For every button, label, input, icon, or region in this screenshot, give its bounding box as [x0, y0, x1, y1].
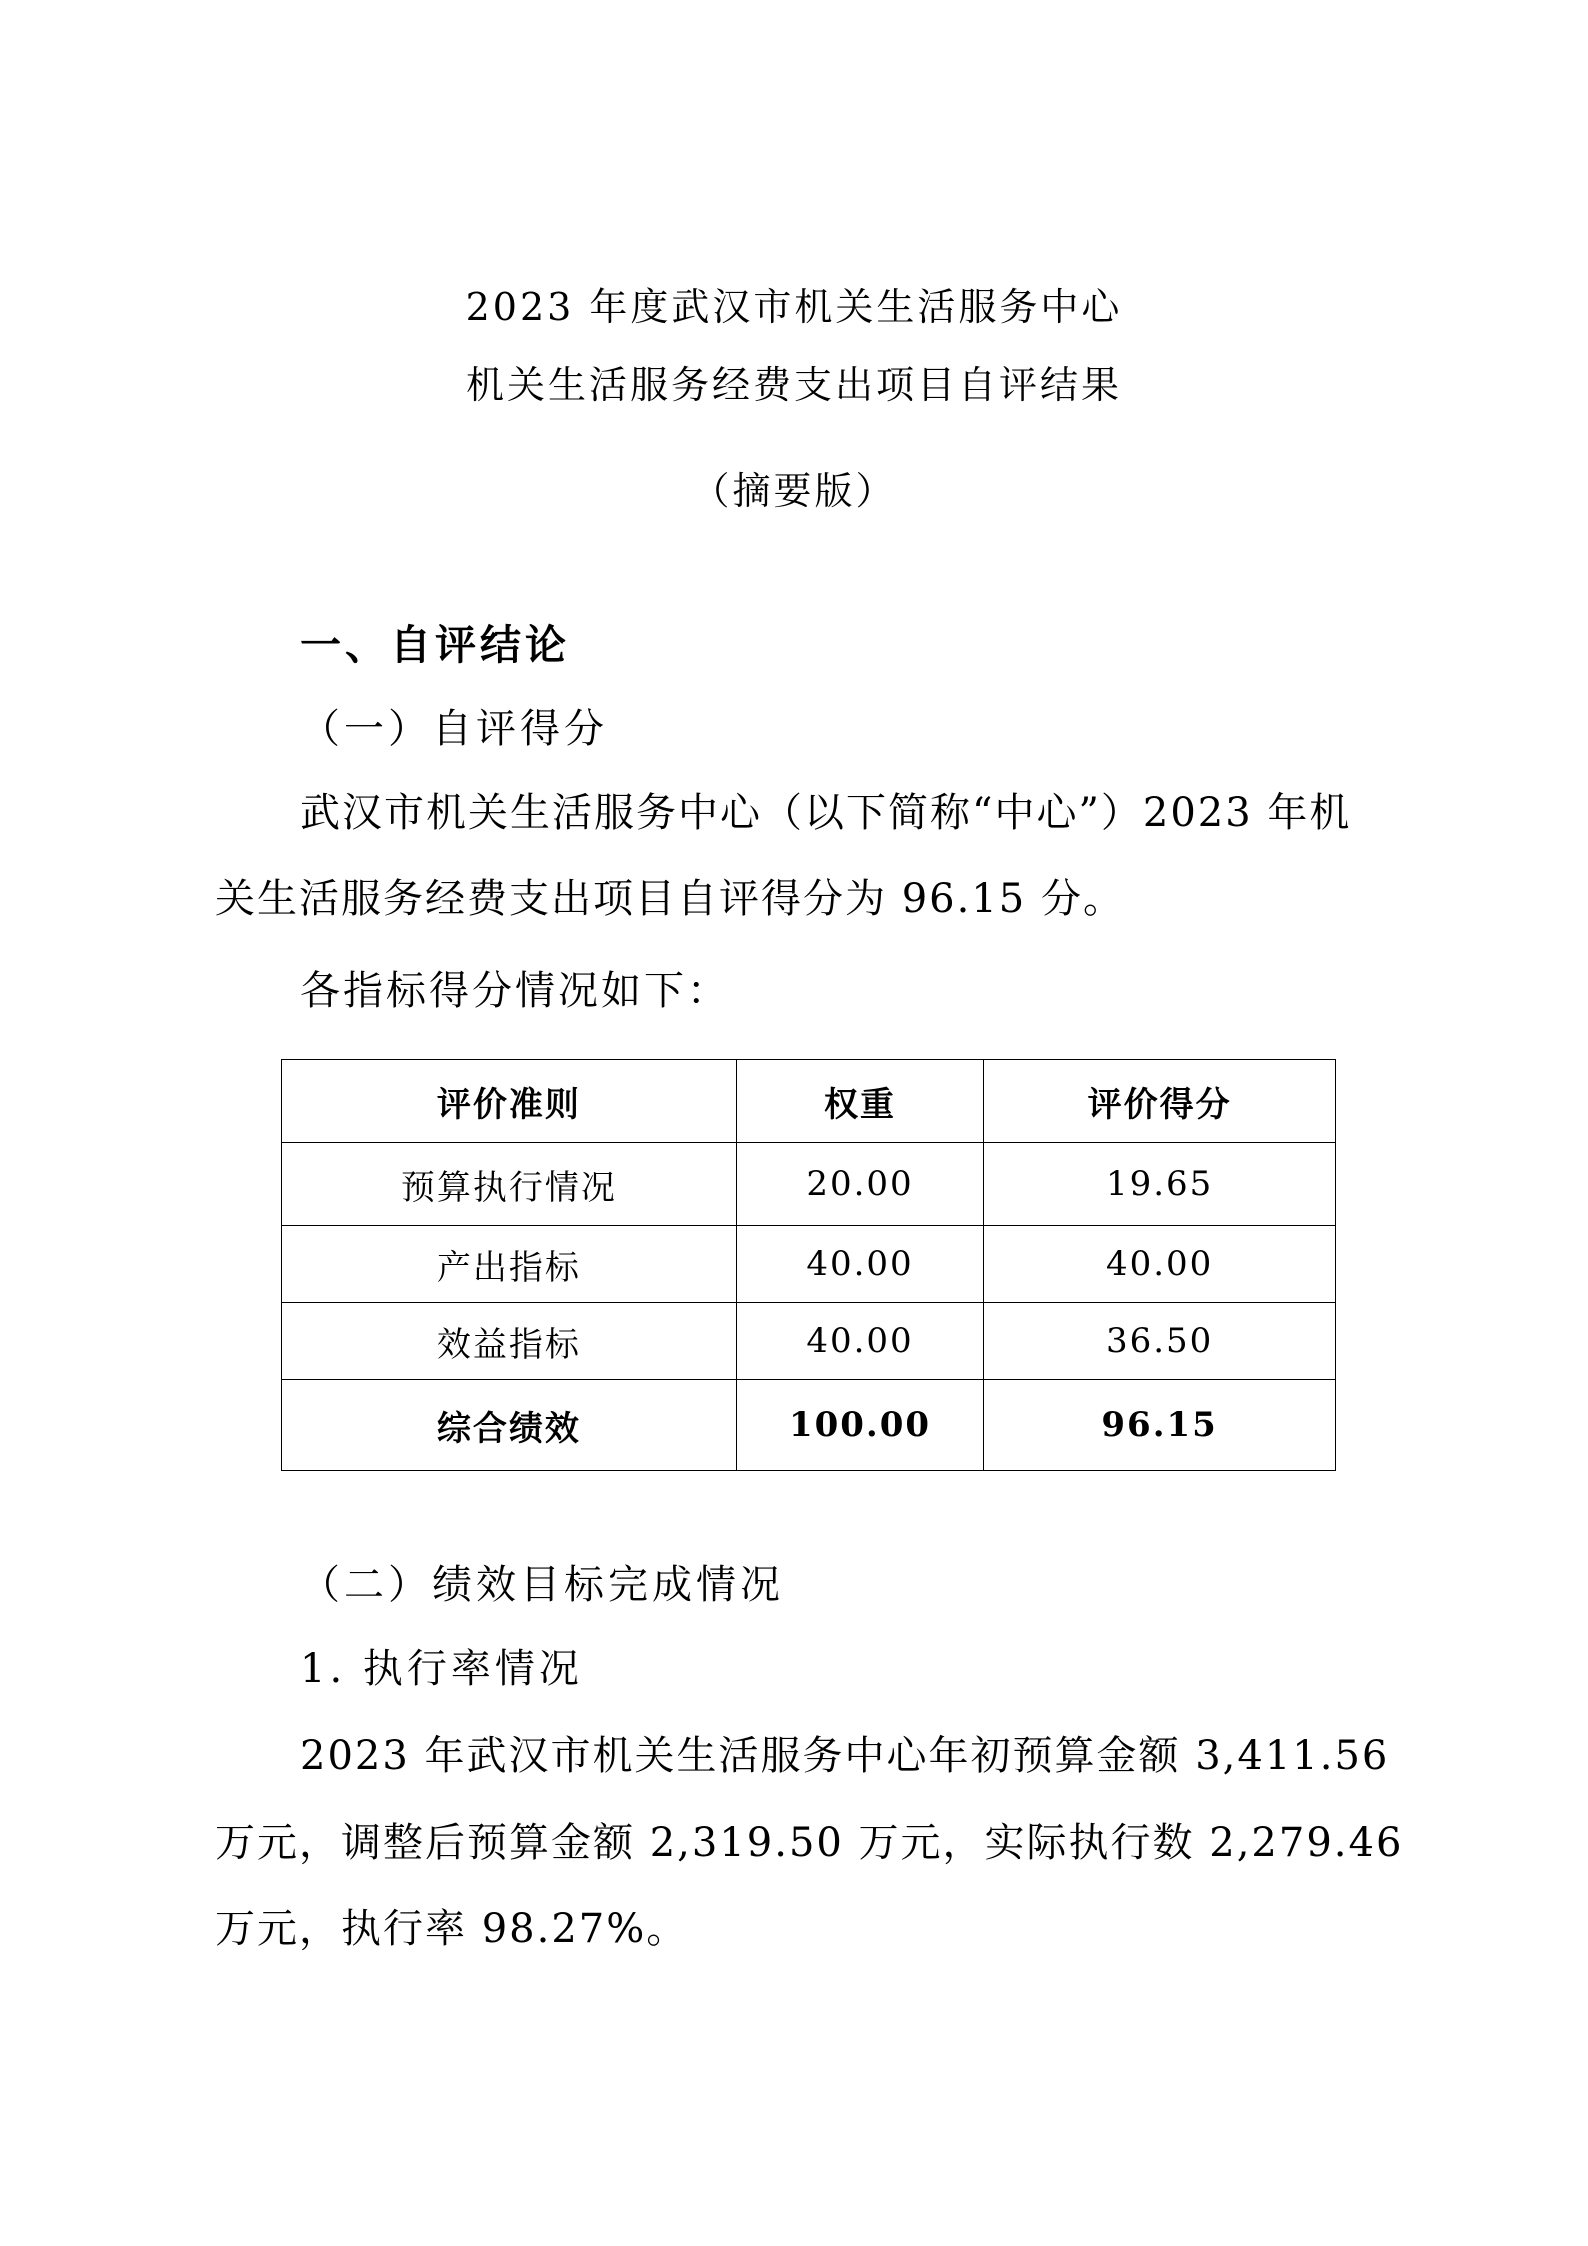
table-row	[282, 1143, 1336, 1226]
section-heading-conclusion: 一、自评结论	[300, 621, 570, 669]
table-header-weight: 权重	[736, 1060, 983, 1143]
subsection-heading-targets: （二）绩效目标完成情况	[300, 1562, 784, 1608]
table-cell-score: 36.50	[984, 1303, 1336, 1380]
paragraph-budget-line3: 万元，执行率 98.27%。	[215, 1906, 689, 1952]
table-cell-weight: 40.00	[736, 1303, 983, 1380]
document-title-edition: （摘要版）	[691, 469, 897, 513]
table-header-criteria: 评价准则	[282, 1060, 737, 1143]
table-cell-weight: 20.00	[736, 1143, 983, 1226]
table-header-row	[282, 1060, 1336, 1143]
table-total-weight: 100.00	[736, 1380, 983, 1471]
paragraph-budget-line1: 2023 年武汉市机关生活服务中心年初预算金额 3,411.56	[300, 1733, 1390, 1779]
table-row	[282, 1226, 1336, 1303]
table-total-label: 综合绩效	[282, 1380, 737, 1471]
table-cell-weight: 40.00	[736, 1226, 983, 1303]
table-cell-criteria: 产出指标	[282, 1226, 737, 1303]
table-cell-criteria: 效益指标	[282, 1303, 737, 1380]
subsection-heading-score: （一）自评得分	[300, 706, 608, 752]
document-title-line2: 机关生活服务经费支出项目自评结果	[465, 363, 1122, 407]
item-heading-execution-rate: 1. 执行率情况	[300, 1646, 583, 1692]
paragraph-score-line1: 武汉市机关生活服务中心（以下简称“中心”）2023 年机	[300, 790, 1352, 836]
paragraph-budget-line2: 万元，调整后预算金额 2,319.50 万元，实际执行数 2,279.46	[215, 1820, 1404, 1866]
table-cell-score: 40.00	[984, 1226, 1336, 1303]
paragraph-indicator-intro: 各指标得分情况如下：	[300, 968, 730, 1014]
table-row	[282, 1303, 1336, 1380]
document-title-line1: 2023 年度武汉市机关生活服务中心	[465, 285, 1123, 329]
paragraph-score-line2: 关生活服务经费支出项目自评得分为 96.15 分。	[215, 876, 1125, 922]
table-total-row	[282, 1380, 1336, 1471]
table-total-score: 96.15	[984, 1380, 1336, 1471]
table-header-score: 评价得分	[984, 1060, 1336, 1143]
table-cell-criteria: 预算执行情况	[282, 1143, 737, 1226]
table-cell-score: 19.65	[984, 1143, 1336, 1226]
score-table	[281, 1059, 1336, 1471]
